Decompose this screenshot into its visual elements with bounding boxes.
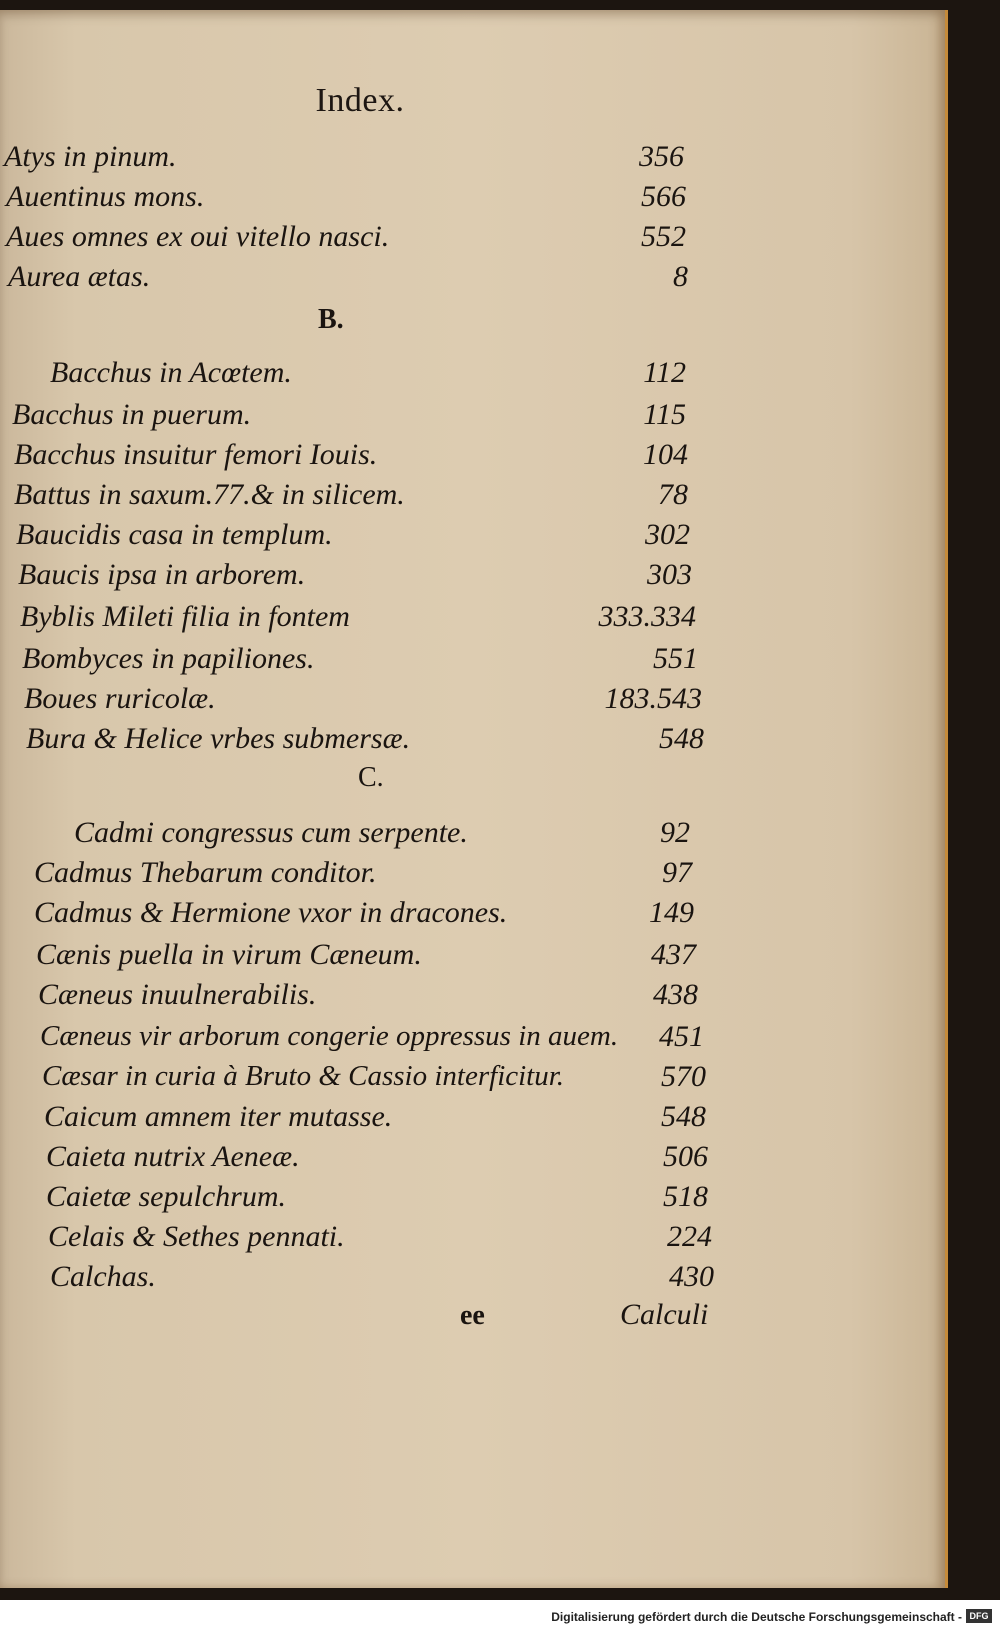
index-entry (24, 682, 704, 722)
entry-page: 302 (645, 518, 690, 551)
entry-page: 506 (663, 1140, 708, 1173)
entry-text: Aues omnes ex oui vitello nasci. (6, 220, 390, 253)
entry-page: 115 (643, 398, 686, 431)
entry-text: Bombyces in papiliones. (22, 642, 315, 675)
index-entry (34, 896, 694, 936)
entry-page: 552 (641, 220, 686, 253)
entry-text: Bacchus in Acœtem. (50, 356, 292, 389)
entry-text: Cadmus & Hermione vxor in dracones. (34, 896, 508, 929)
entry-page: 78 (658, 478, 688, 511)
entry-page: 551 (653, 642, 698, 675)
entry-text: Cæneus inuulnerabilis. (38, 978, 317, 1011)
index-entry (46, 1180, 706, 1220)
entry-page: 566 (641, 180, 686, 213)
entry-text: Cadmus Thebarum conditor. (34, 856, 377, 889)
index-entry (14, 438, 694, 478)
index-entry (12, 398, 692, 438)
entry-page: 437 (651, 938, 696, 971)
signature-mark: ee (460, 1300, 485, 1331)
index-entry (38, 978, 698, 1018)
index-entry (34, 856, 694, 896)
entry-page: 438 (653, 978, 698, 1011)
entry-text: Atys in pinum. (4, 140, 177, 173)
entry-text: Byblis Mileti filia in fontem (20, 600, 350, 633)
entry-text: Baucis ipsa in arborem. (18, 558, 306, 591)
index-entry (16, 518, 696, 558)
entry-text: Baucidis casa in templum. (16, 518, 333, 551)
entry-text: Auentinus mons. (6, 180, 205, 213)
entry-page: 548 (659, 722, 704, 755)
index-entry (48, 1220, 712, 1260)
index-entry (26, 722, 706, 762)
entry-text: Bacchus insuitur femori Iouis. (14, 438, 378, 471)
index-entry (22, 642, 702, 682)
index-entry (36, 938, 696, 978)
entry-page: 570 (661, 1060, 706, 1093)
index-entry (6, 180, 686, 220)
entry-text: Calchas. (50, 1260, 156, 1293)
entry-text: Boues ruricolæ. (24, 682, 216, 715)
digitization-credit: Digitalisierung gefördert durch die Deutsche Forschungsgemeinschaft - (551, 1610, 962, 1624)
index-entry (4, 140, 684, 180)
entry-page: 356 (639, 140, 684, 173)
entry-page: 303 (647, 558, 692, 591)
entry-text: Cæneus vir arborum congerie oppressus in auem. (40, 1020, 619, 1052)
entry-page: 518 (663, 1180, 708, 1213)
page-title: Index. (315, 82, 405, 119)
index-entry (18, 558, 698, 598)
index-entry (74, 816, 694, 856)
index-entry (40, 1020, 704, 1060)
entry-text: Cæsar in curia à Bruto & Cassio interficitur. (42, 1060, 565, 1092)
entry-text: Caicum amnem iter mutasse. (44, 1100, 393, 1133)
index-entry (14, 478, 694, 518)
entry-page: 112 (643, 356, 686, 389)
entry-page: 548 (661, 1100, 706, 1133)
entry-page: 183.543 (604, 682, 702, 715)
entry-text: Caieta nutrix Aeneæ. (46, 1140, 300, 1173)
entry-page: 430 (669, 1260, 714, 1293)
index-entry (6, 220, 686, 260)
section-letter-c: C. (358, 762, 384, 793)
index-entry (50, 1260, 714, 1300)
entry-page: 224 (667, 1220, 712, 1253)
entry-page: 97 (662, 856, 692, 889)
entry-text: Battus in saxum.77.& in silicem. (14, 478, 405, 511)
book-page (0, 10, 948, 1588)
entry-page: 8 (673, 260, 688, 293)
section-letter-b: B. (318, 304, 344, 335)
catchword: Calculi (620, 1298, 709, 1331)
entry-text: Celais & Sethes pennati. (48, 1220, 345, 1253)
entry-page: 451 (659, 1020, 704, 1053)
entry-text: Aurea ætas. (8, 260, 151, 293)
entry-page: 92 (660, 816, 690, 849)
index-entry (44, 1100, 704, 1140)
entry-text: Caietæ sepulchrum. (46, 1180, 286, 1213)
entry-text: Cadmi congressus cum serpente. (74, 816, 468, 849)
entry-text: Cænis puella in virum Cæneum. (36, 938, 422, 971)
entry-page: 333.334 (598, 600, 696, 633)
entry-page: 149 (649, 896, 694, 929)
index-entry (8, 260, 688, 300)
entry-text: Bura & Helice vrbes submersæ. (26, 722, 411, 755)
index-entry (42, 1060, 706, 1100)
index-entry (20, 600, 700, 640)
index-entry (50, 356, 690, 396)
entry-text: Bacchus in puerum. (12, 398, 252, 431)
index-entry (46, 1140, 706, 1180)
dfg-logo: DFG (966, 1609, 992, 1623)
entry-page: 104 (643, 438, 688, 471)
